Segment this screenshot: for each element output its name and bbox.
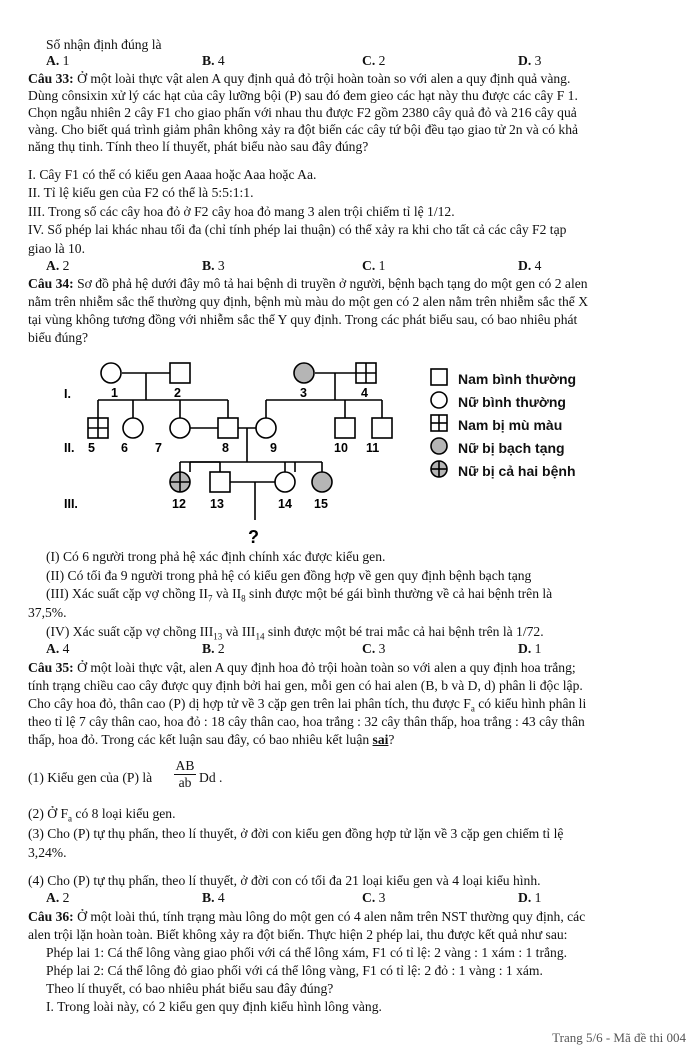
q32-option-d[interactable]: D. 3 — [518, 53, 542, 68]
q35-stem-line-5: thấp, hoa đỏ. Trong các kết luận sau đây, có bao nhiêu kết luận sai? — [28, 732, 395, 747]
q33-option-a[interactable]: A. 2 — [46, 258, 70, 273]
q33-option-b[interactable]: B. 3 — [202, 258, 225, 273]
pedigree-ind-8 — [218, 418, 238, 438]
legend-label-4: Nữ bị bạch tạng — [458, 440, 565, 456]
pedigree-ind-12 — [170, 472, 190, 492]
q34-stem-line-1: Câu 34: Sơ đồ phả hệ dưới đây mô tả hai bệnh di truyền ở người, bệnh bạch tạng do một gen có 2 alen — [28, 276, 588, 291]
q35-stem-line-2: tính trạng chiều cao cây được quy định bởi hai gen, mỗi gen có hai alen (B, b và D, d) phân li độc lập. — [28, 678, 583, 693]
legend-label-3: Nam bị mù màu — [458, 417, 563, 433]
pedigree-diagram — [0, 350, 420, 550]
pedigree-ind-13 — [210, 472, 230, 492]
q33-stem-line-1: Câu 33: Ở một loài thực vật alen A quy định quả đỏ trội hoàn toàn so với alen a quy định quả vàng. — [28, 71, 571, 86]
q33-option-c[interactable]: C. 1 — [362, 258, 386, 273]
ind-label-6: 6 — [121, 441, 128, 455]
q35-claim-2: (2) Ở $F_a$ có 8 loại kiểu gen. — [28, 806, 176, 824]
q34-stem-line-4: biểu đúng? — [28, 330, 89, 345]
legend-label-2: Nữ bình thường — [458, 394, 566, 410]
pedigree-ind-11 — [372, 418, 392, 438]
q34-statement-2: (II) Có tối đa 9 người trong phả hệ có kiểu gen đồng hợp về gen quy định bệnh bạch tạng — [46, 568, 532, 583]
q35-claim-3: (3) Cho (P) tự thụ phấn, theo lí thuyết, ở đời con kiểu gen đồng hợp tử lặn về 3 cặp gen chiếm tỉ lệ — [28, 826, 564, 841]
pedigree-ind-14 — [275, 472, 295, 492]
ind-label-9: 9 — [270, 441, 277, 455]
pedigree-ind-3 — [294, 363, 314, 383]
q35-stem-line-3: Cho cây hoa đỏ, thân cao (P) dị hợp tử về 3 cặp gen trên lai phân tích, thu được $F_a$ có kiểu hình phân li — [28, 696, 587, 714]
q34-option-b[interactable]: B. 2 — [202, 641, 225, 656]
legend-circle-cross-gray-icon — [431, 461, 447, 477]
pedigree-ind-2 — [170, 363, 190, 383]
q36-stem-line-1: Câu 36: Ở một loài thú, tính trạng màu lông do một gen có 4 alen nằm trên NST thường quy định, các — [28, 909, 586, 924]
q34-stem-line-2: nằm trên nhiễm sắc thể thường quy định, bệnh mù màu do một gen có 2 alen nằm trên nhiễm sắc thể X — [28, 294, 589, 309]
page-footer: Trang 5/6 - Mã đề thi 004 — [552, 1030, 686, 1045]
gen-label-3: III. — [64, 497, 78, 511]
ind-label-1: 1 — [111, 386, 118, 400]
q32-option-c[interactable]: C. 2 — [362, 53, 386, 68]
q34-option-d[interactable]: D. 1 — [518, 641, 542, 656]
q36-cross-1: Phép lai 1: Cá thể lông vàng giao phối với cá thể lông xám, F1 có tỉ lệ: 2 vàng : 1 xám : 1 trắng. — [46, 945, 568, 960]
pedigree-ind-7 — [170, 418, 190, 438]
q32-option-a[interactable]: A. 1 — [46, 53, 70, 68]
q35-claim-1-tail: Dd . — [199, 770, 223, 785]
q36-cross-2: Phép lai 2: Cá thể lông đỏ giao phối với cá thể lông vàng, F1 có tỉ lệ: 2 đỏ : 1 vàng : 1 xám. — [46, 963, 543, 978]
q32-prompt-tail: Số nhận định đúng là — [46, 37, 162, 52]
legend-circle-empty-icon — [431, 392, 447, 408]
q34-statement-1: (I) Có 6 người trong phả hệ xác định chính xác được kiểu gen. — [46, 549, 386, 564]
q33-stem-line-2: Dùng cônsixin xử lý các hạt của cây lưỡng bội (P) sau đó đem gieo các hạt này thu được các cây F 1. — [28, 88, 578, 103]
q33-statement-1: I. Cây F1 có thể có kiểu gen Aaaa hoặc Aaa hoặc Aa. — [28, 167, 317, 182]
q36-stem-line-2: alen trội lặn hoàn toàn. Biết không xảy ra đột biến. Thực hiện 2 phép lai, thu được kết quả như sau: — [28, 927, 568, 942]
pedigree-ind-9 — [256, 418, 276, 438]
q33-stem-line-4: vàng. Cho biết quá trình giảm phân không xảy ra đột biến các cây tứ bội đều tạo giao tử 2n và có khả — [28, 122, 579, 137]
q35-option-b[interactable]: B. 4 — [202, 890, 225, 905]
q32-option-b[interactable]: B. 4 — [202, 53, 225, 68]
ind-label-12: 12 — [172, 497, 186, 511]
ind-label-14: 14 — [278, 497, 292, 511]
pedigree-ind-4 — [356, 363, 376, 383]
q34-option-c[interactable]: C. 3 — [362, 641, 386, 656]
q35-option-d[interactable]: D. 1 — [518, 890, 542, 905]
q36-statement-1: I. Trong loài này, có 2 kiểu gen quy định kiểu hình lông vàng. — [46, 999, 382, 1014]
pedigree-ind-15 — [312, 472, 332, 492]
pedigree-ind-5 — [88, 418, 108, 438]
unknown-child-label: ? — [248, 527, 259, 547]
pedigree-ind-1 — [101, 363, 121, 383]
gen-label-2: II. — [64, 441, 75, 455]
pedigree-ind-10 — [335, 418, 355, 438]
q34-statement-4: (IV) Xác suất cặp vợ chồng $III_{13}$ và $III_{14}$ sinh được một bé trai mắc cả hai bệnh trên là 1/72. — [46, 624, 544, 642]
pedigree-ind-6 — [123, 418, 143, 438]
legend-label-5: Nữ bị cả hai bệnh — [458, 463, 576, 479]
q35-claim-4: (4) Cho (P) tự thụ phấn, theo lí thuyết, ở đời con có tối đa 21 loại kiểu gen và 4 loại kiểu hình. — [28, 873, 541, 888]
q33-stem-line-3: Chọn ngẫu nhiên 2 cây F1 cho giao phấn với nhau thu được F2 gồm 2380 cây quả đỏ và 216 cây quả — [28, 105, 577, 120]
ind-label-3: 3 — [300, 386, 307, 400]
q35-claim-1: (1) Kiểu gen của (P) là — [28, 770, 153, 785]
q33-option-d[interactable]: D. 4 — [518, 258, 542, 273]
q33-statement-4-cont: giao là 10. — [28, 241, 86, 256]
q33-statement-2: II. Tỉ lệ kiểu gen của F2 có thể là 5:5:1:1. — [28, 185, 254, 200]
q35-claim-3-cont: 3,24%. — [28, 845, 67, 860]
fraction-numerator: AB — [175, 758, 195, 773]
ind-label-7: 7 — [155, 441, 162, 455]
legend-label-1: Nam bình thường — [458, 371, 577, 387]
q35-stem-line-1: Câu 35: Ở một loài thực vật, alen A quy định hoa đỏ trội hoàn toàn so với alen a quy định hoa trắng; — [28, 660, 576, 675]
q36-prompt: Theo lí thuyết, có bao nhiêu phát biểu sau đây đúng? — [46, 981, 334, 996]
legend-square-empty-icon — [431, 369, 447, 385]
legend-circle-gray-icon — [431, 438, 447, 454]
fraction-denominator: ab — [174, 774, 196, 791]
q34-stem-line-3: tại vùng không tương đồng với nhiễm sắc thể Y quy định. Trong các phát biểu sau, có bao nhiêu phát — [28, 312, 578, 327]
q34-statement-3: (III) Xác suất cặp vợ chồng $II_7$ và $II_8$ sinh được một bé gái bình thường về cả hai bệnh trên là — [46, 586, 553, 604]
legend-square-cross-icon — [431, 415, 447, 431]
q34-statement-3-cont: 37,5%. — [28, 605, 67, 620]
q35-option-a[interactable]: A. 2 — [46, 890, 70, 905]
q35-option-c[interactable]: C. 3 — [362, 890, 386, 905]
ind-label-5: 5 — [88, 441, 95, 455]
q33-statement-3: III. Trong số các cây hoa đỏ ở F2 cây hoa đỏ mang 3 alen trội chiếm tỉ lệ 1/12. — [28, 204, 455, 219]
ind-label-4: 4 — [361, 386, 368, 400]
q34-option-a[interactable]: A. 4 — [46, 641, 70, 656]
ind-label-2: 2 — [174, 386, 181, 400]
q35-stem-line-4: theo tỉ lệ 7 cây thân cao, hoa đỏ : 18 cây thân cao, hoa trắng : 32 cây thân thấp, hoa trắng : 43 cây thân — [28, 714, 585, 729]
legend-icons — [428, 366, 452, 486]
gen-label-1: I. — [64, 387, 71, 401]
q33-statement-4: IV. Số phép lai khác nhau tối đa (chỉ tính phép lai thuận) có thể xảy ra khi cho tất cả các cây F2 tạp — [28, 222, 567, 237]
ind-label-13: 13 — [210, 497, 224, 511]
ind-label-10: 10 — [334, 441, 348, 455]
ind-label-8: 8 — [222, 441, 229, 455]
ind-label-15: 15 — [314, 497, 328, 511]
q35-claim-1-fraction — [174, 758, 196, 791]
q33-stem-line-5: năng thụ tinh. Tính theo lí thuyết, phát biểu nào sau đây đúng? — [28, 139, 369, 154]
ind-label-11: 11 — [366, 441, 380, 455]
